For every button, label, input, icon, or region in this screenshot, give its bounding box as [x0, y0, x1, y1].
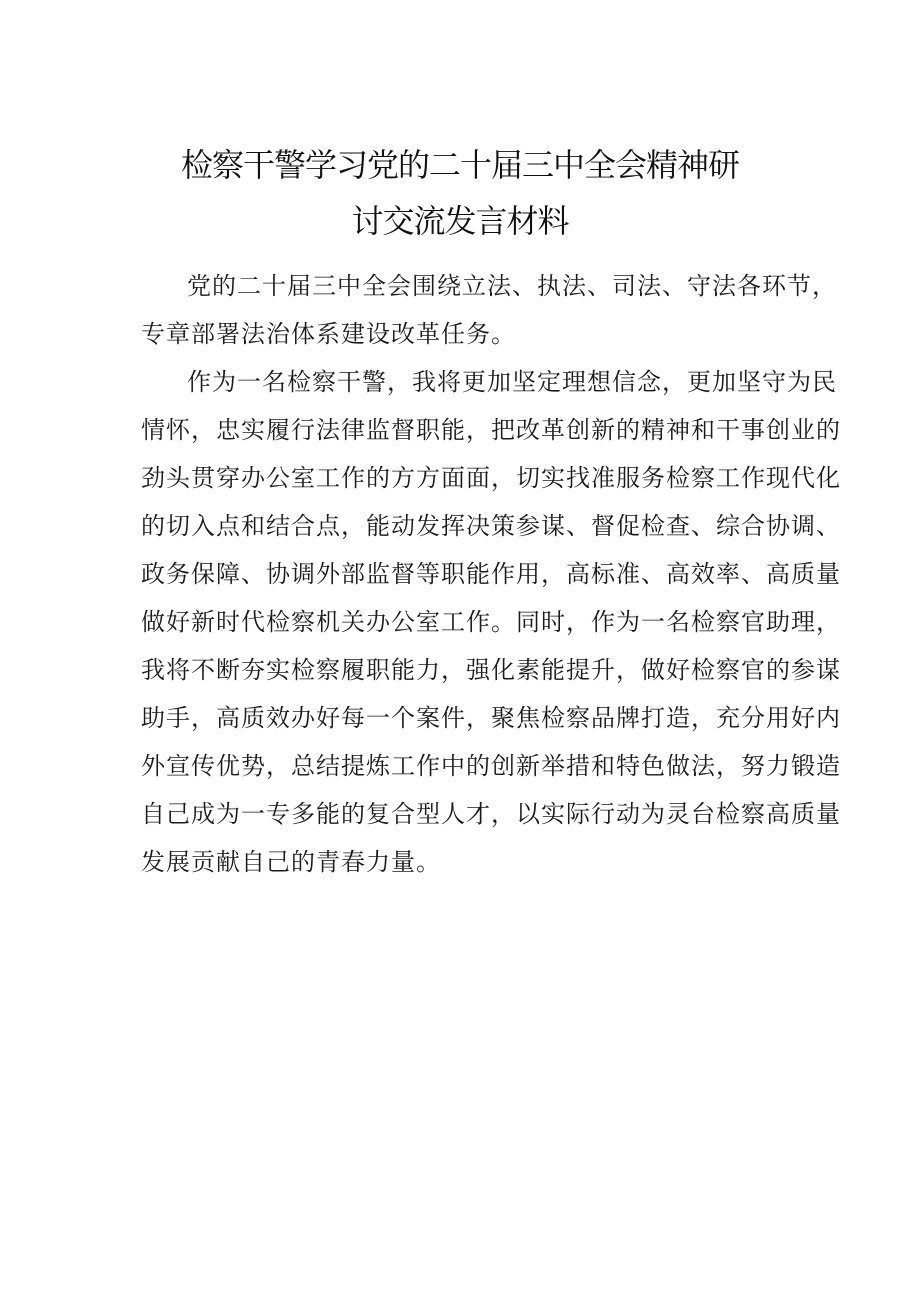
paragraph-2-line-3: 劲头贯穿办公室工作的方方面面，切实找准服务检察工作现代化 [141, 464, 841, 492]
paragraph-2-line-11: 发展贡献自己的青春力量。 [141, 848, 441, 876]
paragraph-2-line-8: 助手，高质效办好每一个案件，聚焦检察品牌打造，充分用好内 [141, 704, 841, 732]
paragraph-2-line-1: 作为一名检察干警，我将更加坚定理想信念，更加坚守为民 [187, 368, 837, 396]
paragraph-2-line-7: 我将不断夯实检察履职能力，强化素能提升，做好检察官的参谋 [141, 656, 841, 684]
paragraph-1-line-2: 专章部署法治体系建设改革任务。 [141, 320, 516, 348]
document-title-line-2: 讨交流发言材料 [351, 202, 569, 240]
paragraph-2-line-6: 做好新时代检察机关办公室工作。同时，作为一名检察官助理， [141, 608, 841, 636]
paragraph-2-line-9: 外宣传优势，总结提炼工作中的创新举措和特色做法，努力锻造 [141, 752, 841, 780]
paragraph-2-line-10: 自己成为一专多能的复合型人才，以实际行动为灵台检察高质量 [141, 800, 841, 828]
paragraph-2-line-5: 政务保障、协调外部监督等职能作用，高标准、高效率、高质量 [141, 560, 841, 588]
paragraph-2-line-2: 情怀，忠实履行法律监督职能，把改革创新的精神和干事创业的 [141, 416, 841, 444]
document-title-line-1: 检察干警学习党的二十届三中全会精神研 [180, 146, 739, 184]
paragraph-2-line-4: 的切入点和结合点，能动发挥决策参谋、督促检查、综合协调、 [141, 512, 841, 540]
paragraph-1-line-1: 党的二十届三中全会围绕立法、执法、司法、守法各环节， [187, 272, 837, 300]
